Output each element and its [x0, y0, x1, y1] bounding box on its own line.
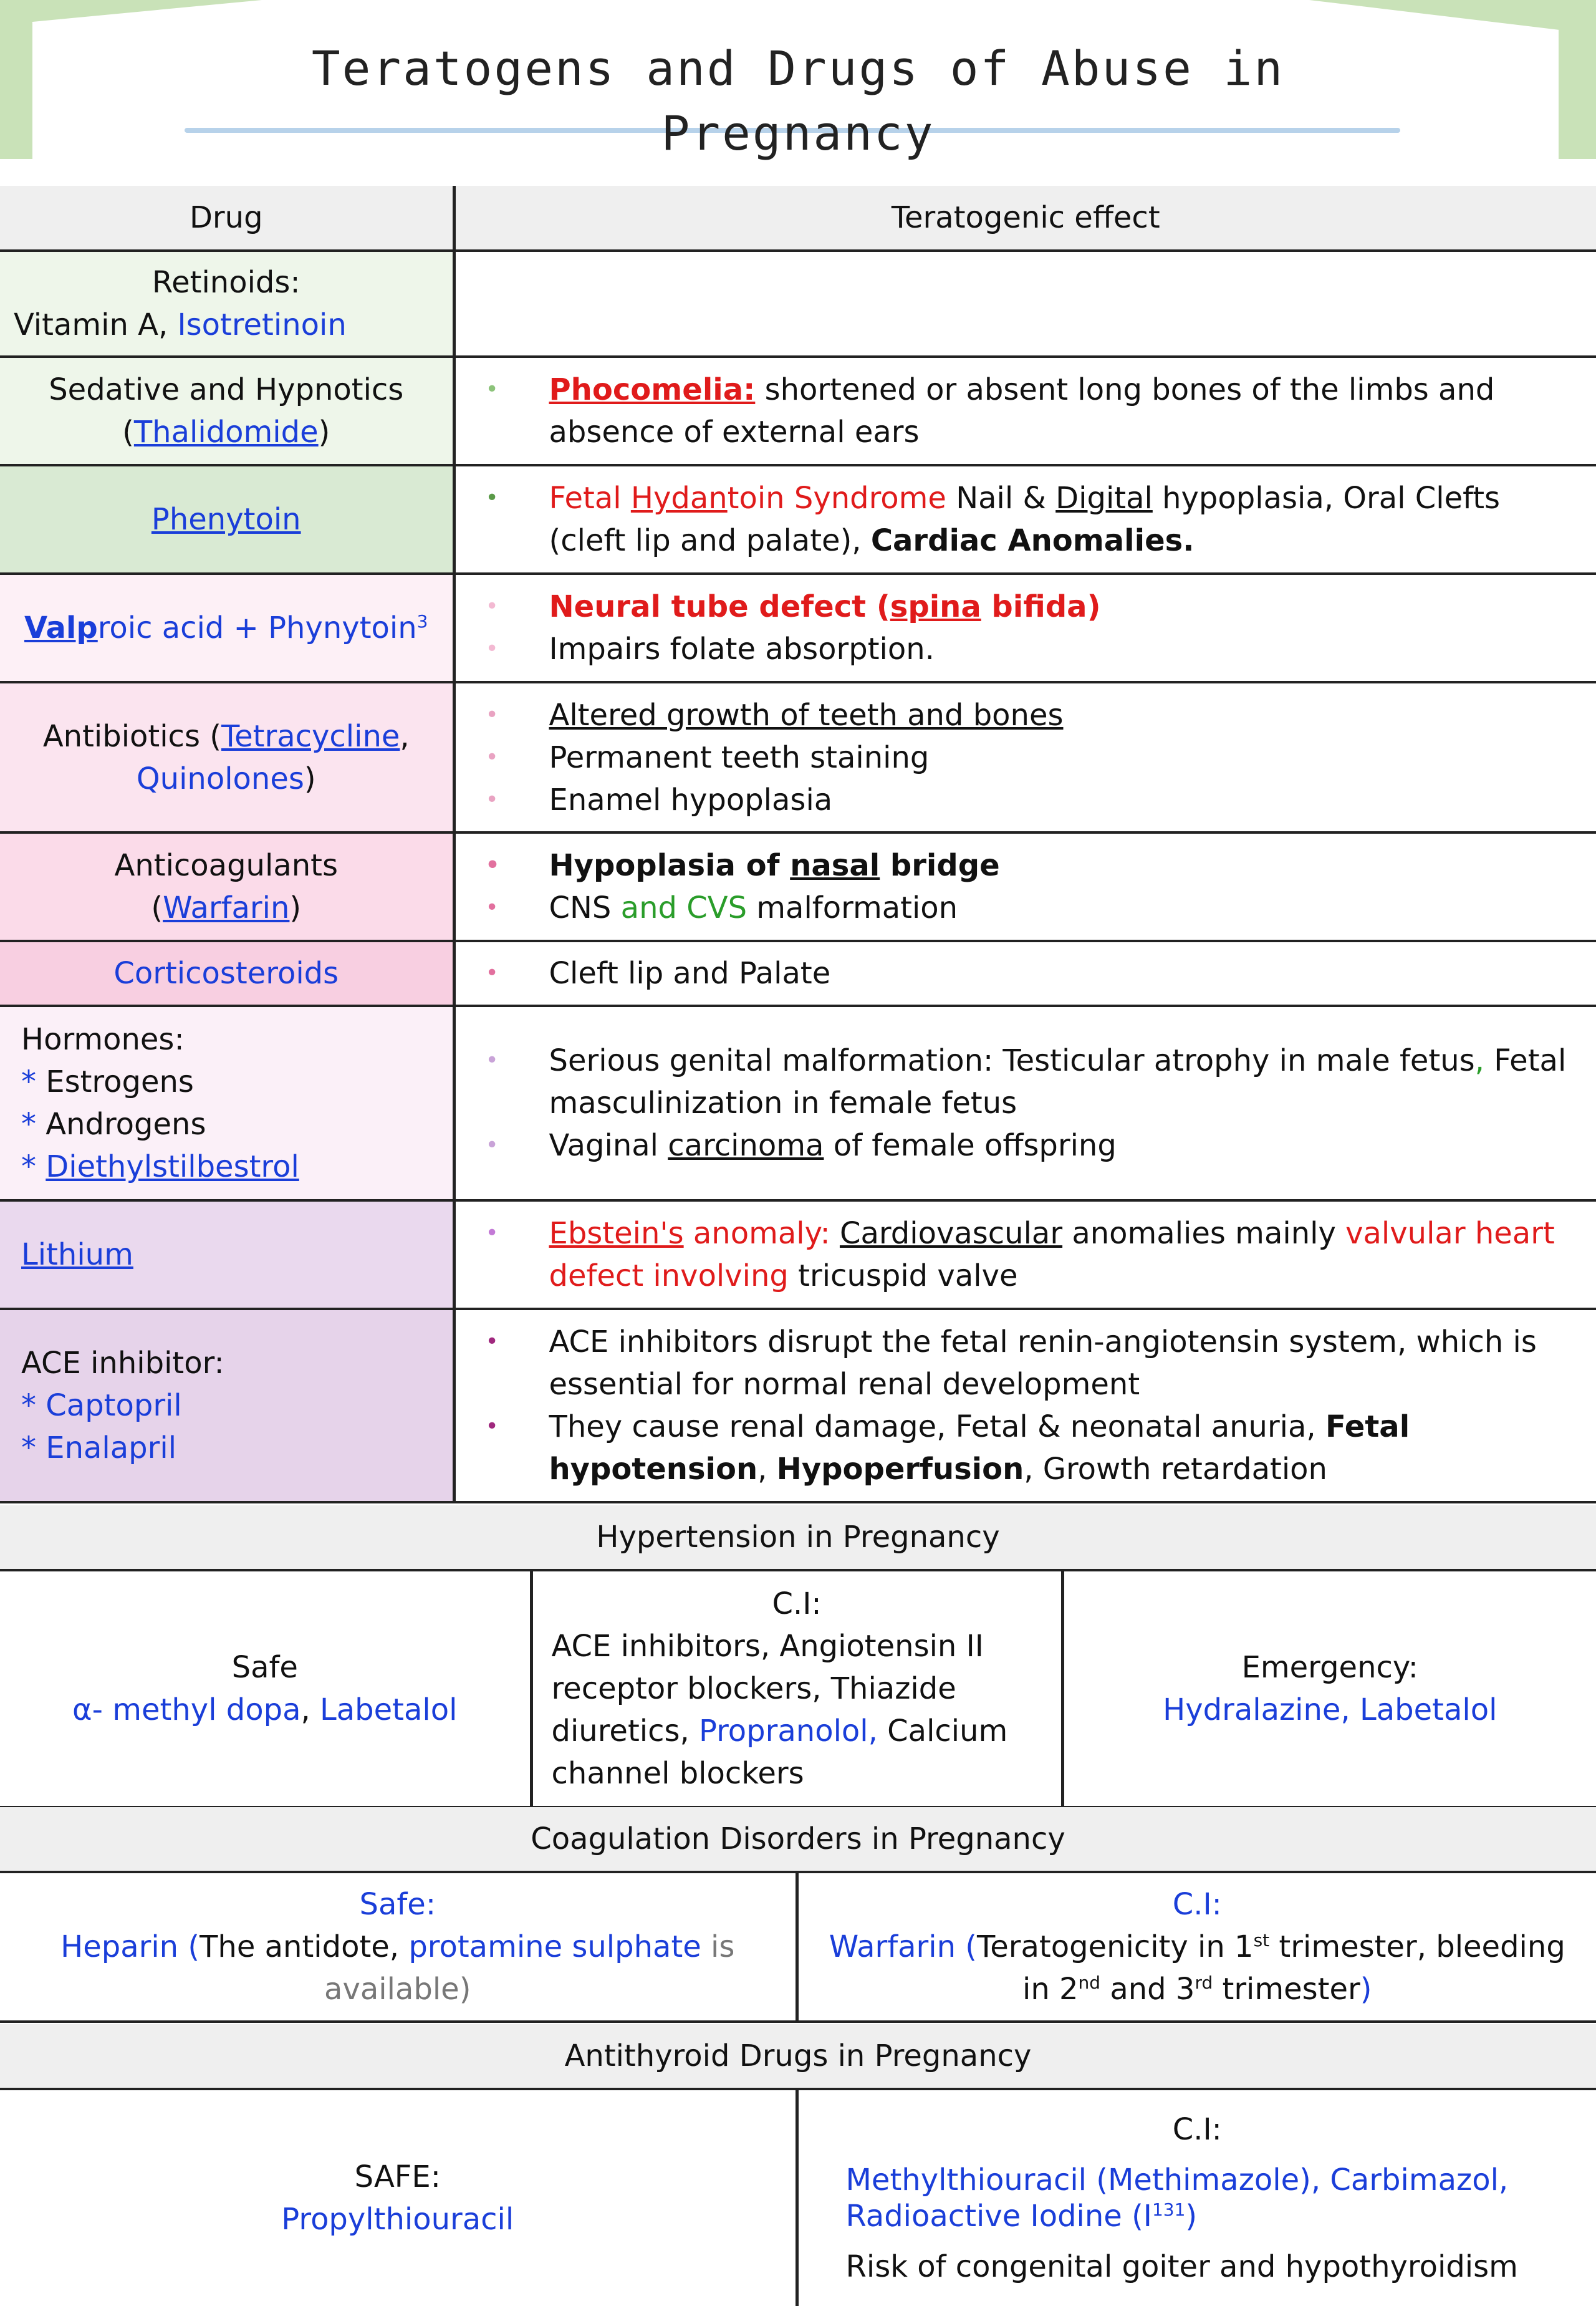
header-corner-left-decoration [0, 0, 262, 25]
drug-cell: Hormones: * Estrogens * Androgens * Diethylstilbestrol [0, 1006, 454, 1200]
list-item: • They cause renal damage, Fetal & neonatal anuria, Fetal hypotension, Hypoperfusion, Growth retardation [549, 1406, 1583, 1490]
section-heading-row [0, 2024, 1596, 2089]
effect-cell [454, 1200, 1596, 1309]
list-item: • Permanent teeth staining [549, 736, 1583, 779]
table-row-anticoagulants [0, 832, 1596, 941]
table-row [0, 1570, 1596, 1807]
list-item: • ACE inhibitors disrupt the fetal renin-angiotensin system, which is essential for normal renal development [549, 1321, 1583, 1406]
teratogens-table [0, 186, 1596, 1503]
section-heading-row [0, 1505, 1596, 1570]
drug-examples: Vitamin A, Isotretinoin [14, 307, 347, 342]
drug-cell: Valproic acid + Phynytoin$^3$ [0, 574, 454, 682]
column-header-drug: Drug [0, 186, 454, 251]
list-item: • Vaginal carcinoma of female offspring [549, 1124, 1583, 1167]
section-heading: Antithyroid Drugs in Pregnancy [0, 2024, 1596, 2089]
header-corner-right-decoration [1309, 0, 1596, 34]
drug-name: Retinoids: [151, 265, 300, 300]
effect-cell [454, 1006, 1596, 1200]
effect-cell [454, 251, 1596, 357]
page-header [0, 0, 1596, 186]
section-heading: Hypertension in Pregnancy [0, 1505, 1596, 1570]
table-row [0, 2089, 1596, 2306]
list-item: • Cleft lip and Palate [549, 952, 1583, 995]
column-header-effect: Teratogenic effect [454, 186, 1596, 251]
table-row-corticosteroids [0, 941, 1596, 1006]
hypertension-emergency-cell: Emergency: Hydralazine, Labetalol [1062, 1570, 1596, 1807]
drug-cell: ACE inhibitor: * Captopril * Enalapril [0, 1309, 454, 1502]
list-item: • Hypoplasia of nasal bridge [549, 844, 1583, 887]
drug-cell: Sedative and Hypnotics (Thalidomide) [0, 357, 454, 465]
section-heading: Coagulation Disorders in Pregnancy [0, 1807, 1596, 1872]
list-item: • Impairs folate absorption. [549, 628, 1583, 670]
drug-cell: Phenytoin [0, 465, 454, 574]
effect-cell [454, 574, 1596, 682]
section-heading-row [0, 1807, 1596, 1872]
table-header-row [0, 186, 1596, 251]
table-row [0, 1872, 1596, 2022]
list-item: • CNS and CVS malformation [549, 887, 1583, 929]
coagulation-ci-cell: C.I: Warfarin (Teratogenicity in 1st trimester, bleeding in 2nd and 3rd trimester) [797, 1872, 1596, 2022]
drug-cell: Corticosteroids [0, 941, 454, 1006]
drug-cell: Lithium [0, 1200, 454, 1309]
effect-cell [454, 941, 1596, 1006]
effect-cell [454, 357, 1596, 465]
table-row-valproic-acid [0, 574, 1596, 682]
effect-cell [454, 682, 1596, 832]
table-row-retinoids [0, 251, 1596, 357]
effect-cell [454, 465, 1596, 574]
list-item: • Neural tube defect (spina bifida) [549, 586, 1583, 628]
list-item: • Ebstein's anomaly: Cardiovascular anomalies mainly valvular heart defect involving tricuspid valve [549, 1212, 1583, 1297]
list-item: • Serious genital malformation: Testicular atrophy in male fetus, Fetal masculinization in female fetus [549, 1040, 1583, 1124]
antithyroid-table [0, 2024, 1596, 2306]
effect-cell [454, 1309, 1596, 1502]
header-bar-left-decoration [0, 0, 32, 159]
table-row-antibiotics [0, 682, 1596, 832]
list-item: • Fetal Hydantoin Syndrome Nail & Digital hypoplasia, Oral Clefts (cleft lip and palate), Cardiac Anomalies. [549, 477, 1583, 562]
drug-cell [0, 251, 454, 357]
list-item: • Phocomelia: shortened or absent long bones of the limbs and absence of external ears [549, 369, 1583, 453]
antithyroid-safe-cell: SAFE: Propylthiouracil [281, 2159, 514, 2237]
table-row-thalidomide [0, 357, 1596, 465]
drug-cell: Antibiotics (Tetracycline, Quinolones) [0, 682, 454, 832]
hypertension-ci-cell: C.I: ACE inhibitors, Angiotensin II receptor blockers, Thiazide diuretics, Propranolol, Calcium channel blockers [531, 1570, 1062, 1807]
table-row-lithium [0, 1200, 1596, 1309]
table-row-hormones [0, 1006, 1596, 1200]
drug-cell: Anticoagulants (Warfarin) [0, 832, 454, 941]
page-title: Teratogens and Drugs of Abuse in Pregnancy [311, 41, 1285, 161]
hypertension-safe-cell: Safe α- methyl dopa, Labetalol [0, 1570, 531, 1807]
coagulation-safe-cell: Safe: Heparin (The antidote, protamine sulphate is available) [0, 1872, 797, 2022]
antithyroid-ci-cell: C.I: Methylthiouracil (Methimazole), Carbimazol, Radioactive Iodine $(I^{131})$ Risk of congenital goiter and hypothyroidism [797, 2089, 1596, 2306]
list-item: • Enamel hypoplasia [549, 779, 1583, 821]
hypertension-table [0, 1505, 1596, 1808]
list-item: • Altered growth of teeth and bones [549, 694, 1583, 736]
table-row-ace-inhibitor [0, 1309, 1596, 1502]
coagulation-table [0, 1807, 1596, 2023]
effect-cell [454, 832, 1596, 941]
table-row-phenytoin [0, 465, 1596, 574]
